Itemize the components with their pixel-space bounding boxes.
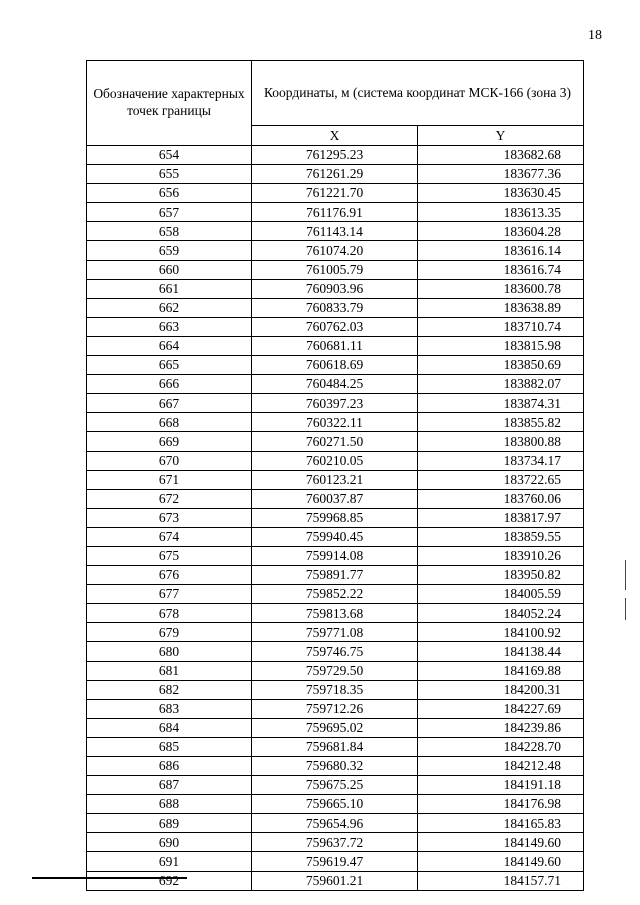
cell-point-number: 670 bbox=[87, 451, 252, 470]
cell-y-value: 183682.68 bbox=[418, 146, 584, 165]
table-row bbox=[87, 470, 584, 489]
cell-x-value: 759729.50 bbox=[252, 661, 418, 680]
cell-x-value: 759675.25 bbox=[252, 776, 418, 795]
cell-y-value: 184239.86 bbox=[418, 718, 584, 737]
cell-y-value: 184100.92 bbox=[418, 623, 584, 642]
cell-point-number: 689 bbox=[87, 814, 252, 833]
cell-x-value: 761295.23 bbox=[252, 146, 418, 165]
cell-point-number: 658 bbox=[87, 222, 252, 241]
cell-point-number: 655 bbox=[87, 165, 252, 184]
table-body bbox=[87, 146, 584, 891]
cell-point-number: 659 bbox=[87, 241, 252, 260]
cell-point-number: 682 bbox=[87, 680, 252, 699]
cell-y-value: 184157.71 bbox=[418, 871, 584, 890]
cell-y-value: 184191.18 bbox=[418, 776, 584, 795]
table-row bbox=[87, 814, 584, 833]
table-row bbox=[87, 356, 584, 375]
cell-y-value: 183677.36 bbox=[418, 165, 584, 184]
cell-x-value: 759914.08 bbox=[252, 546, 418, 565]
cell-y-value: 183604.28 bbox=[418, 222, 584, 241]
cell-x-value: 760322.11 bbox=[252, 413, 418, 432]
cell-y-value: 183760.06 bbox=[418, 489, 584, 508]
cell-point-number: 691 bbox=[87, 852, 252, 871]
cell-point-number: 666 bbox=[87, 375, 252, 394]
cell-x-value: 759654.96 bbox=[252, 814, 418, 833]
cell-point-number: 692 bbox=[87, 871, 252, 890]
table-row bbox=[87, 146, 584, 165]
table-row bbox=[87, 527, 584, 546]
cell-x-value: 759852.22 bbox=[252, 585, 418, 604]
cell-y-value: 183815.98 bbox=[418, 336, 584, 355]
table-row bbox=[87, 165, 584, 184]
cell-point-number: 680 bbox=[87, 642, 252, 661]
page-number: 18 bbox=[588, 28, 602, 43]
cell-point-number: 686 bbox=[87, 757, 252, 776]
header-x: X bbox=[252, 126, 418, 146]
cell-y-value: 184176.98 bbox=[418, 795, 584, 814]
cell-y-value: 183850.69 bbox=[418, 356, 584, 375]
table-row bbox=[87, 623, 584, 642]
cell-point-number: 681 bbox=[87, 661, 252, 680]
margin-mark bbox=[625, 598, 626, 620]
table-row bbox=[87, 795, 584, 814]
table-row bbox=[87, 260, 584, 279]
cell-point-number: 674 bbox=[87, 527, 252, 546]
cell-y-value: 184212.48 bbox=[418, 757, 584, 776]
header-y: Y bbox=[418, 126, 584, 146]
cell-x-value: 759637.72 bbox=[252, 833, 418, 852]
header-coordinates: Координаты, м (система координат МСК-166 (зона 3) bbox=[252, 61, 584, 126]
cell-x-value: 760397.23 bbox=[252, 394, 418, 413]
cell-x-value: 761261.29 bbox=[252, 165, 418, 184]
cell-point-number: 690 bbox=[87, 833, 252, 852]
cell-x-value: 760271.50 bbox=[252, 432, 418, 451]
table-row bbox=[87, 451, 584, 470]
table-row bbox=[87, 757, 584, 776]
table-row bbox=[87, 279, 584, 298]
cell-y-value: 184149.60 bbox=[418, 852, 584, 871]
table-row bbox=[87, 585, 584, 604]
cell-y-value: 184200.31 bbox=[418, 680, 584, 699]
table-row bbox=[87, 298, 584, 317]
cell-y-value: 183600.78 bbox=[418, 279, 584, 298]
cell-y-value: 183817.97 bbox=[418, 508, 584, 527]
table-row bbox=[87, 546, 584, 565]
cell-x-value: 759771.08 bbox=[252, 623, 418, 642]
table-row bbox=[87, 718, 584, 737]
table-row bbox=[87, 871, 584, 890]
table-row bbox=[87, 699, 584, 718]
table-row bbox=[87, 489, 584, 508]
cell-x-value: 761221.70 bbox=[252, 184, 418, 203]
cell-y-value: 184052.24 bbox=[418, 604, 584, 623]
cell-point-number: 663 bbox=[87, 317, 252, 336]
cell-point-number: 671 bbox=[87, 470, 252, 489]
table-row bbox=[87, 241, 584, 260]
cell-x-value: 760123.21 bbox=[252, 470, 418, 489]
cell-y-value: 183630.45 bbox=[418, 184, 584, 203]
footnote-rule bbox=[32, 877, 187, 879]
cell-point-number: 679 bbox=[87, 623, 252, 642]
margin-mark bbox=[625, 560, 626, 590]
table-row bbox=[87, 566, 584, 585]
cell-point-number: 665 bbox=[87, 356, 252, 375]
cell-point-number: 687 bbox=[87, 776, 252, 795]
table-row bbox=[87, 642, 584, 661]
table-row bbox=[87, 508, 584, 527]
cell-point-number: 654 bbox=[87, 146, 252, 165]
cell-point-number: 668 bbox=[87, 413, 252, 432]
cell-x-value: 761074.20 bbox=[252, 241, 418, 260]
cell-x-value: 759891.77 bbox=[252, 566, 418, 585]
cell-x-value: 759940.45 bbox=[252, 527, 418, 546]
cell-point-number: 678 bbox=[87, 604, 252, 623]
cell-x-value: 760037.87 bbox=[252, 489, 418, 508]
cell-y-value: 183882.07 bbox=[418, 375, 584, 394]
cell-y-value: 183950.82 bbox=[418, 566, 584, 585]
cell-point-number: 669 bbox=[87, 432, 252, 451]
cell-x-value: 761176.91 bbox=[252, 203, 418, 222]
cell-x-value: 759619.47 bbox=[252, 852, 418, 871]
cell-y-value: 183616.14 bbox=[418, 241, 584, 260]
cell-x-value: 760762.03 bbox=[252, 317, 418, 336]
cell-x-value: 759968.85 bbox=[252, 508, 418, 527]
cell-point-number: 656 bbox=[87, 184, 252, 203]
cell-point-number: 676 bbox=[87, 566, 252, 585]
cell-y-value: 183800.88 bbox=[418, 432, 584, 451]
cell-y-value: 184138.44 bbox=[418, 642, 584, 661]
cell-point-number: 683 bbox=[87, 699, 252, 718]
cell-point-number: 675 bbox=[87, 546, 252, 565]
cell-point-number: 673 bbox=[87, 508, 252, 527]
table-row bbox=[87, 737, 584, 756]
table-row bbox=[87, 833, 584, 852]
cell-y-value: 183855.82 bbox=[418, 413, 584, 432]
cell-y-value: 183710.74 bbox=[418, 317, 584, 336]
cell-point-number: 684 bbox=[87, 718, 252, 737]
table-row bbox=[87, 852, 584, 871]
table-row bbox=[87, 222, 584, 241]
cell-x-value: 761005.79 bbox=[252, 260, 418, 279]
cell-y-value: 184228.70 bbox=[418, 737, 584, 756]
cell-point-number: 677 bbox=[87, 585, 252, 604]
table-row bbox=[87, 604, 584, 623]
cell-x-value: 759813.68 bbox=[252, 604, 418, 623]
table-row bbox=[87, 394, 584, 413]
table-row bbox=[87, 432, 584, 451]
table-row bbox=[87, 203, 584, 222]
cell-y-value: 184227.69 bbox=[418, 699, 584, 718]
cell-x-value: 760833.79 bbox=[252, 298, 418, 317]
cell-y-value: 184149.60 bbox=[418, 833, 584, 852]
table-row bbox=[87, 661, 584, 680]
cell-y-value: 184169.88 bbox=[418, 661, 584, 680]
cell-y-value: 183613.35 bbox=[418, 203, 584, 222]
cell-x-value: 760903.96 bbox=[252, 279, 418, 298]
table-row bbox=[87, 336, 584, 355]
cell-x-value: 759665.10 bbox=[252, 795, 418, 814]
table-row bbox=[87, 375, 584, 394]
cell-y-value: 183859.55 bbox=[418, 527, 584, 546]
cell-x-value: 760681.11 bbox=[252, 336, 418, 355]
header-point-designation: Обозначение характерных точек границы bbox=[87, 61, 252, 146]
cell-x-value: 761143.14 bbox=[252, 222, 418, 241]
cell-x-value: 759718.35 bbox=[252, 680, 418, 699]
table-row bbox=[87, 184, 584, 203]
coordinates-table bbox=[86, 60, 584, 891]
cell-x-value: 759695.02 bbox=[252, 718, 418, 737]
cell-point-number: 657 bbox=[87, 203, 252, 222]
cell-x-value: 760618.69 bbox=[252, 356, 418, 375]
cell-point-number: 664 bbox=[87, 336, 252, 355]
table-row bbox=[87, 776, 584, 795]
cell-y-value: 183616.74 bbox=[418, 260, 584, 279]
cell-x-value: 760210.05 bbox=[252, 451, 418, 470]
cell-x-value: 759712.26 bbox=[252, 699, 418, 718]
cell-point-number: 662 bbox=[87, 298, 252, 317]
cell-y-value: 183734.17 bbox=[418, 451, 584, 470]
cell-x-value: 759680.32 bbox=[252, 757, 418, 776]
cell-point-number: 667 bbox=[87, 394, 252, 413]
cell-x-value: 760484.25 bbox=[252, 375, 418, 394]
cell-y-value: 184165.83 bbox=[418, 814, 584, 833]
cell-y-value: 183910.26 bbox=[418, 546, 584, 565]
cell-point-number: 661 bbox=[87, 279, 252, 298]
table-row bbox=[87, 413, 584, 432]
cell-y-value: 184005.59 bbox=[418, 585, 584, 604]
cell-y-value: 183874.31 bbox=[418, 394, 584, 413]
cell-point-number: 685 bbox=[87, 737, 252, 756]
cell-point-number: 660 bbox=[87, 260, 252, 279]
cell-x-value: 759746.75 bbox=[252, 642, 418, 661]
cell-point-number: 688 bbox=[87, 795, 252, 814]
cell-x-value: 759681.84 bbox=[252, 737, 418, 756]
cell-x-value: 759601.21 bbox=[252, 871, 418, 890]
table-row bbox=[87, 317, 584, 336]
cell-y-value: 183638.89 bbox=[418, 298, 584, 317]
table-row bbox=[87, 680, 584, 699]
cell-y-value: 183722.65 bbox=[418, 470, 584, 489]
cell-point-number: 672 bbox=[87, 489, 252, 508]
